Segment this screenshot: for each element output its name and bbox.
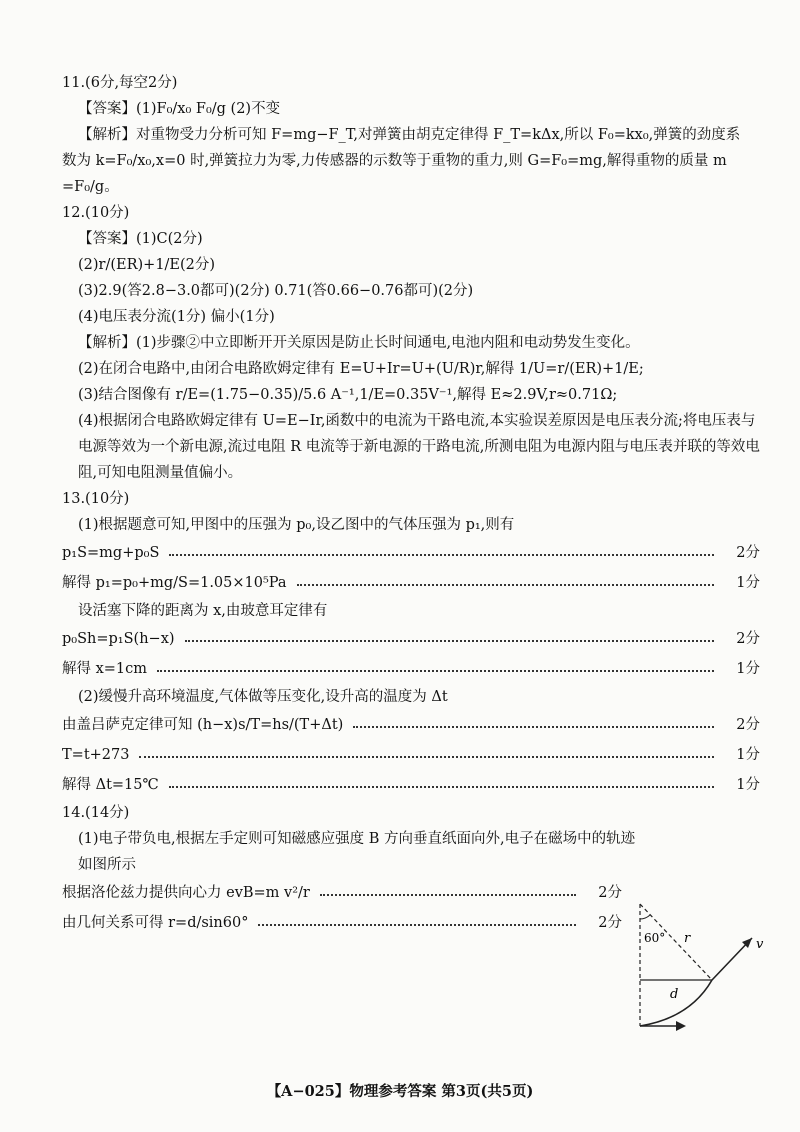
q14-title: 14.(14分)	[62, 805, 130, 821]
score: 2分	[736, 631, 760, 647]
score: 2分	[736, 545, 760, 561]
leader-dots	[258, 924, 576, 926]
equation: 解得 p₁=p₀+mg/S=1.05×10⁵Pa	[62, 575, 287, 591]
page-footer: 【A−025】物理参考答案 第3页(共5页)	[266, 1083, 534, 1100]
q14-p1: (1)电子带负电,根据左手定则可知磁感应强度 B 方向垂直纸面向外,电子在磁场中的轨迹如图所示	[78, 831, 636, 873]
score: 1分	[736, 777, 760, 793]
leader-dots	[169, 554, 714, 556]
equation: 由几何关系可得 r=d/sin60°	[62, 915, 249, 931]
leader-dots	[297, 584, 714, 586]
equation: 解得 x=1cm	[62, 661, 148, 677]
score-row	[62, 538, 760, 568]
q12-answer-3: (3)2.9(答2.8−3.0都可)(2分) 0.71(答0.66−0.76都可)(2分)	[78, 283, 474, 299]
score: 1分	[736, 661, 760, 677]
entry-arrowhead	[676, 1021, 686, 1031]
leader-dots	[169, 786, 714, 788]
equation: 根据洛伦兹力提供向心力 evB=m v²/r	[62, 885, 310, 901]
equation: T=t+273	[62, 747, 130, 763]
score-row	[62, 908, 622, 938]
electron-trajectory-diagram	[620, 898, 770, 1038]
angle-label: 60°	[644, 931, 666, 945]
score: 2分	[598, 915, 622, 931]
leader-dots	[157, 670, 714, 672]
q11-title: 11.(6分,每空2分)	[62, 75, 178, 91]
q12-answer-1: 【答案】(1)C(2分)	[78, 231, 203, 247]
score-row	[62, 654, 760, 684]
score-row	[62, 770, 760, 800]
q13-p1: (1)根据题意可知,甲图中的压强为 p₀,设乙图中的气体压强为 p₁,则有	[78, 517, 515, 533]
score-row	[62, 878, 622, 908]
leader-dots	[320, 894, 576, 896]
q11-analysis-3: =F₀/g。	[62, 179, 119, 195]
score-row	[62, 740, 760, 770]
velocity-label: v	[756, 937, 764, 952]
leader-dots	[139, 756, 714, 758]
q13-title: 13.(10分)	[62, 491, 130, 507]
q12-title: 12.(10分)	[62, 205, 130, 221]
leader-dots	[185, 640, 714, 642]
q11-answer: 【答案】(1)F₀/x₀ F₀/g (2)不变	[78, 101, 281, 117]
score-row	[62, 710, 760, 740]
equation: p₀Sh=p₁S(h−x)	[62, 631, 175, 647]
q12-analysis-1: 【解析】(1)步骤②中立即断开开关原因是防止长时间通电,电池内阻和电动势发生变化。	[78, 335, 640, 351]
angle-arc	[640, 915, 650, 919]
q13-p2: 设活塞下降的距离为 x,由玻意耳定律有	[78, 603, 328, 619]
score: 2分	[736, 717, 760, 733]
q11-analysis-2: 数为 k=F₀/x₀,x=0 时,弹簧拉力为零,力传感器的示数等于重物的重力,则 G=F₀=mg,解得重物的质量 m	[62, 153, 727, 169]
radius-label: r	[684, 931, 691, 946]
q12-analysis-2: (2)在闭合电路中,由闭合电路欧姆定律有 E=U+Ir=U+(U/R)r,解得 1/U=r/(ER)+1/E;	[78, 361, 644, 377]
score-row	[62, 568, 760, 598]
score: 2分	[598, 885, 622, 901]
q13-p3: (2)缓慢升高环境温度,气体做等压变化,设升高的温度为 Δt	[78, 689, 448, 705]
score: 1分	[736, 575, 760, 591]
leader-dots	[353, 726, 714, 728]
equation: p₁S=mg+p₀S	[62, 545, 160, 561]
width-label: d	[670, 987, 679, 1002]
equation: 解得 Δt=15℃	[62, 777, 159, 793]
q12-analysis-3: (3)结合图像有 r/E=(1.75−0.35)/5.6 A⁻¹,1/E=0.35V⁻¹,解得 E≈2.9V,r≈0.71Ω;	[78, 387, 618, 403]
score: 1分	[736, 747, 760, 763]
q11-analysis-1: 【解析】对重物受力分析可知 F=mg−F_T,对弹簧由胡克定律得 F_T=kΔx,所以 F₀=kx₀,弹簧的劲度系	[78, 127, 741, 143]
equation: 由盖吕萨克定律可知 (h−x)s/T=hs/(T+Δt)	[62, 717, 344, 733]
q12-analysis-4: (4)根据闭合电路欧姆定律有 U=E−Ir,函数中的电流为干路电流,本实验误差原因是电压表分流;将电压表与电源等效为一个新电源,流过电阻 R 电流等于新电源的干路电流,所测电阻为电源内阻与电压表并联的等效电阻,可知电阻测量值偏小。	[78, 413, 760, 481]
q12-answer-2: (2)r/(ER)+1/E(2分)	[78, 257, 216, 273]
q12-answer-4: (4)电压表分流(1分) 偏小(1分)	[78, 309, 275, 325]
score-row	[62, 624, 760, 654]
